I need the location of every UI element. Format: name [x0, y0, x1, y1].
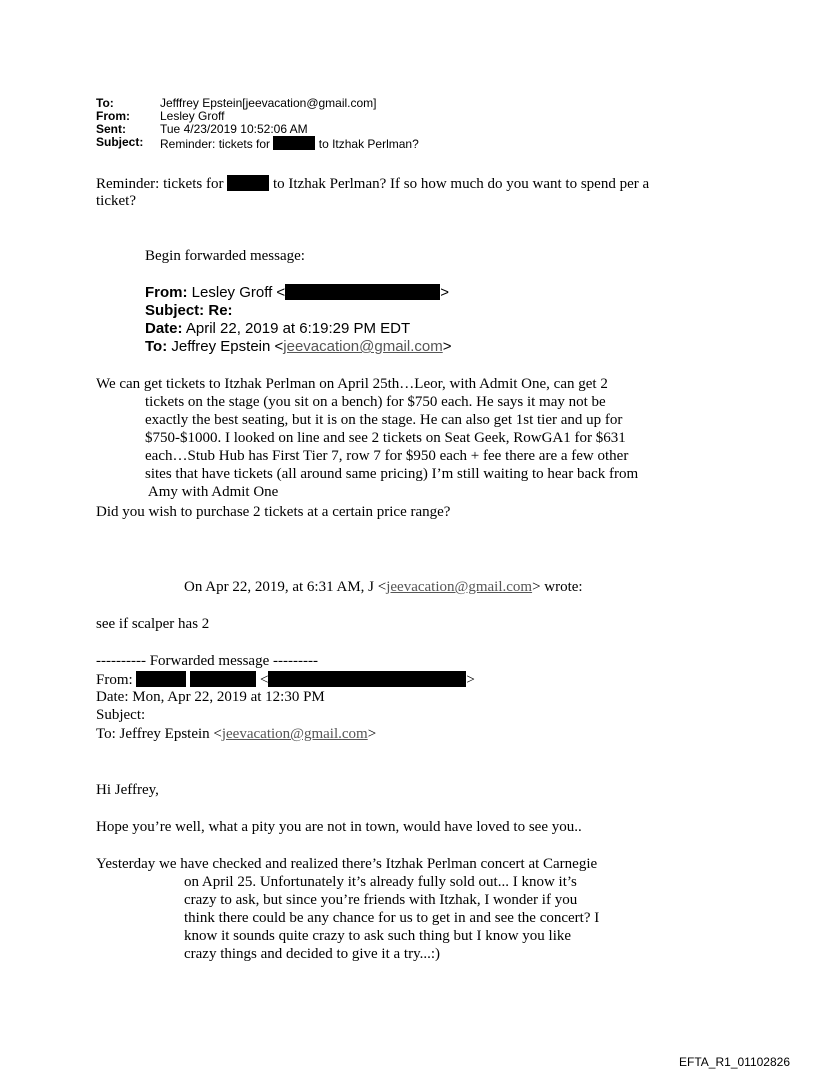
- fwd1-to-name: Jeffrey Epstein <: [171, 338, 284, 355]
- fwd1-subject-line: [145, 302, 233, 320]
- fwd1-date-label: Date:: [145, 320, 183, 337]
- fwd2-from-gt: >: [466, 672, 475, 688]
- fwd1-date-value: April 22, 2019 at 6:19:29 PM EDT: [185, 320, 411, 337]
- fwd1-from-label: From:: [145, 284, 188, 301]
- message-line: exactly the best seating, but it is on the stage. He can also get 1st tier and up for: [145, 412, 623, 428]
- fwd1-to-line: [145, 338, 452, 356]
- fwd1-from-name: Lesley Groff <: [191, 284, 286, 301]
- redaction-bar: [273, 136, 315, 150]
- fwd1-to-label: To:: [145, 338, 168, 355]
- fwd2-to-after: >: [367, 726, 377, 742]
- letter-para-1: Hope you’re well, what a pity you are not in town, would have loved to see you..: [96, 819, 582, 835]
- sent-value: Tue 4/23/2019 10:52:06 AM: [160, 122, 308, 136]
- letter-line: know it sounds quite crazy to ask such thing but I know you like: [184, 928, 572, 944]
- message-line: We can get tickets to Itzhak Perlman on April 25th…Leor, with Admit One, can get 2: [96, 376, 608, 392]
- letter-greeting: Hi Jeffrey,: [96, 782, 159, 798]
- document-id: EFTA_R1_01102826: [679, 1055, 790, 1069]
- redaction-bar: [136, 671, 186, 687]
- letter-line: crazy to ask, but since you’re friends with Itzhak, I wonder if you: [184, 892, 578, 908]
- begin-forwarded: Begin forwarded message:: [145, 248, 305, 264]
- redaction-bar: [285, 284, 440, 300]
- to-label: To:: [96, 96, 114, 110]
- subject-label: Subject:: [96, 135, 144, 149]
- body-line-1-before: Reminder: tickets for: [96, 176, 224, 192]
- from-value: Lesley Groff: [160, 109, 225, 123]
- letter-line: Yesterday we have checked and realized there’s Itzhak Perlman concert at Carnegie: [96, 856, 598, 872]
- subject-before: Reminder: tickets for: [160, 137, 271, 151]
- fwd2-divider: ---------- Forwarded message ---------: [96, 653, 318, 669]
- quote-header: [184, 579, 583, 596]
- fwd2-from-line: [96, 671, 475, 689]
- message-line: sites that have tickets (all around same pricing) I’m still waiting to hear back from: [145, 466, 639, 482]
- fwd2-to-email-link[interactable]: jeevacation@gmail.com: [221, 726, 368, 742]
- redaction-bar: [227, 175, 269, 191]
- quote-header-after: > wrote:: [532, 579, 583, 595]
- letter-line: crazy things and decided to give it a try...:): [184, 946, 441, 962]
- subject-value: [160, 136, 419, 151]
- fwd2-subject-line: Subject:: [96, 707, 146, 723]
- fwd2-from-lt: <: [259, 672, 269, 688]
- letter-line: think there could be any chance for us to get in and see the concert? I: [184, 910, 600, 926]
- fwd1-from-line: [145, 284, 449, 302]
- fwd1-to-email-link[interactable]: jeevacation@gmail.com: [283, 338, 443, 355]
- to-value: Jefffrey Epstein[jeevacation@gmail.com]: [160, 96, 377, 110]
- message-line: $750-$1000. I looked on line and see 2 tickets on Seat Geek, RowGA1 for $631: [145, 430, 626, 446]
- fwd1-subject-value: Re:: [208, 302, 233, 319]
- redaction-bar: [268, 671, 466, 687]
- message-line: Did you wish to purchase 2 tickets at a certain price range?: [96, 504, 451, 520]
- message-line: Amy with Admit One: [145, 484, 279, 500]
- sent-label: Sent:: [96, 122, 126, 136]
- letter-line: on April 25. Unfortunately it’s already fully sold out... I know it’s: [184, 874, 577, 890]
- body-line-1: [96, 175, 649, 193]
- body-line-1-after: to Itzhak Perlman? If so how much do you want to spend per a: [272, 176, 650, 192]
- fwd1-to-close: >: [442, 338, 452, 355]
- message-line: tickets on the stage (you sit on a bench) for $750 each. He says it may not be: [145, 394, 606, 410]
- body-line-2: ticket?: [96, 193, 136, 209]
- fwd1-from-close: >: [440, 284, 449, 301]
- fwd2-to-line: [96, 726, 376, 743]
- fwd1-subject-label: Subject:: [145, 302, 205, 319]
- from-label: From:: [96, 109, 130, 123]
- quote-email-link[interactable]: jeevacation@gmail.com: [386, 579, 533, 595]
- message-line: each…Stub Hub has First Tier 7, row 7 for $950 each + fee there are a few other: [145, 448, 629, 464]
- fwd2-from-label: From:: [96, 672, 133, 688]
- quote-reply: see if scalper has 2: [96, 616, 210, 632]
- fwd1-date-line: [145, 320, 410, 338]
- redaction-bar: [190, 671, 256, 687]
- quote-header-before: On Apr 22, 2019, at 6:31 AM, J <: [184, 579, 387, 595]
- fwd2-date-line: Date: Mon, Apr 22, 2019 at 12:30 PM: [96, 689, 325, 705]
- subject-after: to Itzhak Perlman?: [318, 137, 419, 151]
- fwd2-to-before: To: Jeffrey Epstein <: [96, 726, 222, 742]
